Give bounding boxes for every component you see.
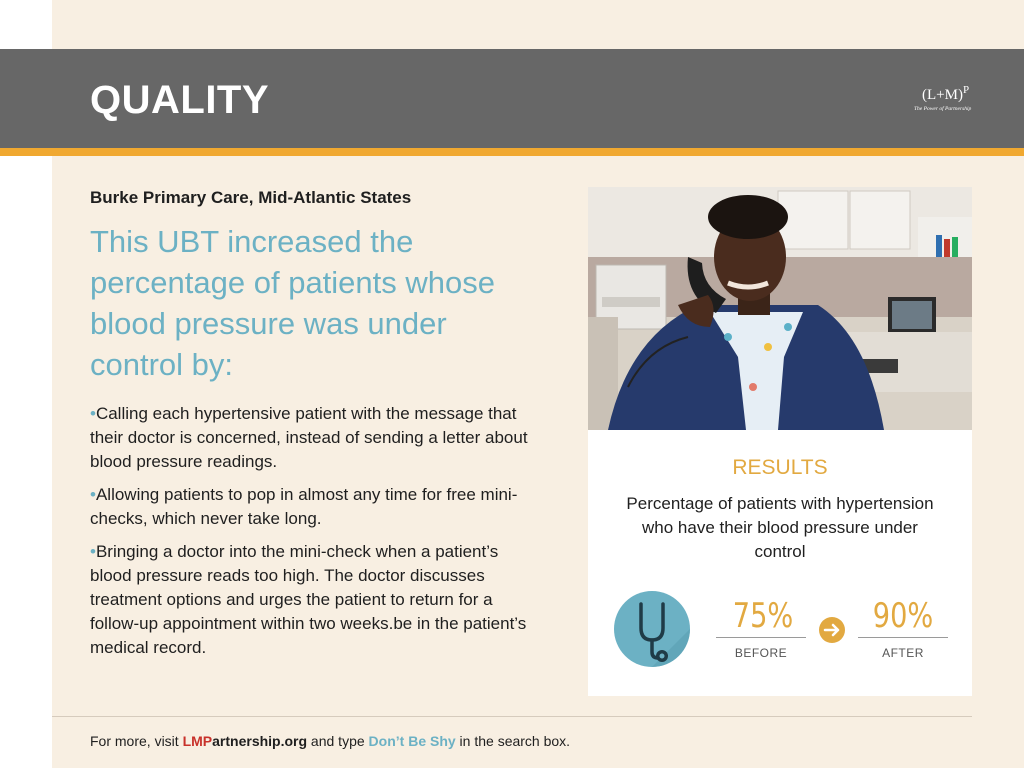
bullet-item <box>90 540 530 660</box>
footer-text <box>90 733 570 749</box>
bullet-dot: • <box>90 485 96 504</box>
before-label: BEFORE <box>734 646 788 660</box>
logo-tagline: The Power of Partnership <box>914 106 972 112</box>
bullet-item <box>90 402 530 474</box>
header-accent-bar <box>0 148 1024 156</box>
lmpartnership-link[interactable] <box>183 733 307 749</box>
stethoscope-icon <box>613 590 691 668</box>
bullet-item <box>90 483 530 531</box>
results-card <box>588 430 972 696</box>
footer-middle: and type <box>307 733 369 749</box>
logo-mark <box>922 84 969 104</box>
bullet-list <box>90 402 530 669</box>
nurse-on-phone-photo <box>588 187 972 430</box>
bullet-text: Calling each hypertensive patient with the message that their doctor is concerned, instead of sending a letter about blood pressure readings. <box>90 404 528 471</box>
footer-link-red: LMP <box>182 733 213 749</box>
bullet-text: Allowing patients to pop in almost any time for free mini-checks, which never take long. <box>90 485 518 528</box>
bullet-text: Bringing a doctor into the mini-check when a patient’s blood pressure reads too high. The doctor discusses treatment options and urges the patient to return for a follow-up appointment within two weeks.be in the patient’s medical record. <box>90 542 527 657</box>
after-divider <box>858 637 948 638</box>
page-title: QUALITY <box>90 78 270 122</box>
after-label: AFTER <box>882 646 924 660</box>
footer-suffix: in the search box. <box>455 733 571 749</box>
after-percentage: 90% <box>872 596 934 636</box>
before-divider <box>716 637 806 638</box>
results-title: RESULTS <box>732 456 828 479</box>
bullet-dot: • <box>90 542 96 561</box>
results-description: Percentage of patients with hypertension who have their blood pressure under control <box>626 494 934 561</box>
footer-link-rest: artnership.org <box>212 733 308 749</box>
arrow-right-icon <box>818 616 846 644</box>
footer-search-term: Don’t Be Shy <box>368 733 456 749</box>
before-percentage: 75% <box>732 596 794 636</box>
bullet-dot: • <box>90 404 96 423</box>
footer-prefix: For more, visit <box>90 733 183 749</box>
footer-divider <box>52 716 972 717</box>
logo-mark-text: (L+M) <box>922 87 963 103</box>
logo-mark-sup: P <box>962 84 970 96</box>
organization-name: Burke Primary Care, Mid-Atlantic States <box>90 188 412 207</box>
headline: This UBT increased the percentage of patients whose blood pressure was under control by: <box>90 224 495 382</box>
lmp-logo <box>912 82 976 118</box>
